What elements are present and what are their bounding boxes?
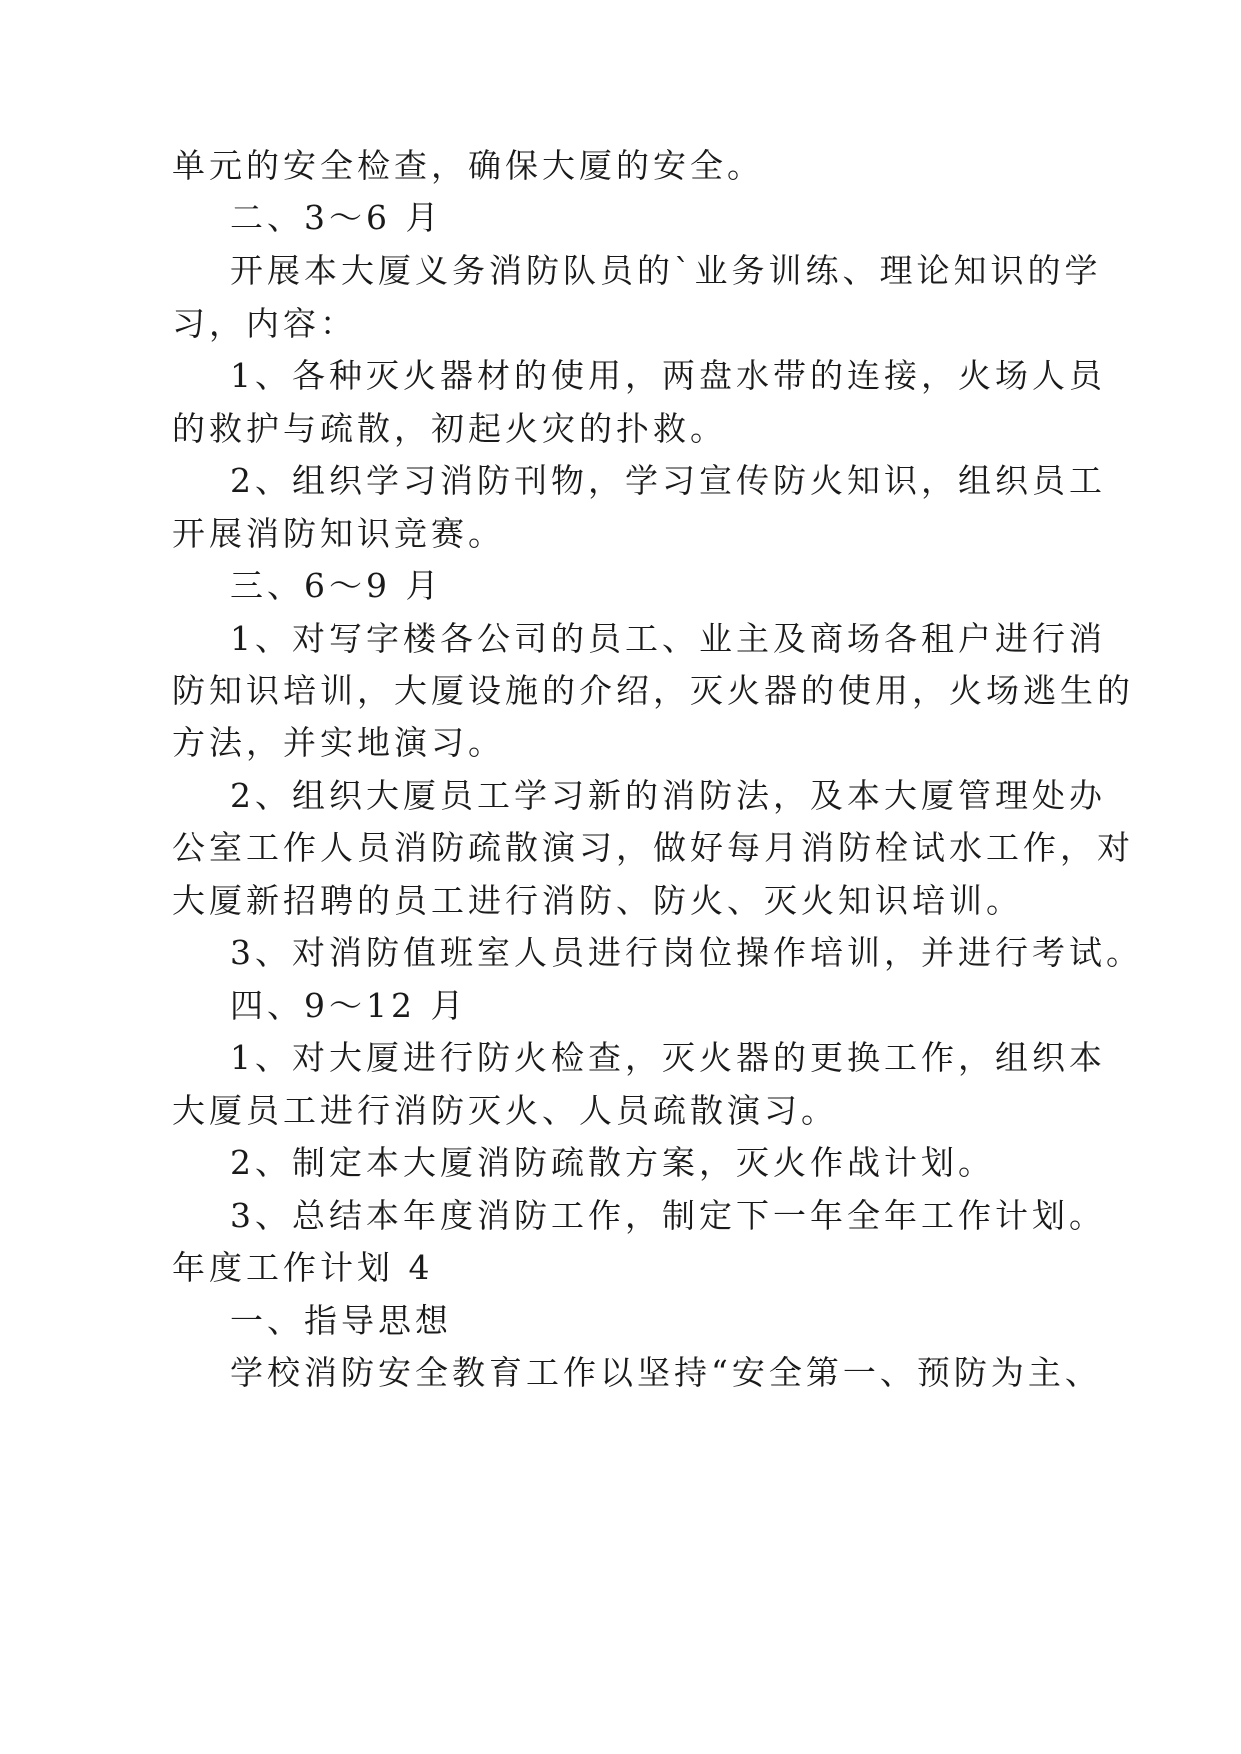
- text-line: 大厦新招聘的员工进行消防、防火、灭火知识培训。: [172, 881, 1023, 920]
- text-line: 开展本大厦义务消防队员的`业务训练、理论知识的学: [230, 251, 1102, 290]
- section-heading: 四、9～12 月: [230, 986, 468, 1025]
- section-heading: 一、指导思想: [230, 1301, 452, 1340]
- text-line: 单元的安全检查，确保大厦的安全。: [172, 146, 764, 185]
- section-heading: 三、6～9 月: [230, 566, 443, 605]
- text-line: 习，内容：: [172, 304, 357, 343]
- text-line: 1、各种灭火器材的使用，两盘水带的连接，火场人员: [230, 356, 1106, 395]
- text-line: 3、总结本年度消防工作，制定下一年全年工作计划。: [230, 1196, 1106, 1235]
- section-heading: 二、3～6 月: [230, 198, 443, 237]
- text-line: 的救护与疏散，初起火灾的扑救。: [172, 409, 727, 448]
- document-heading: 年度工作计划 4: [172, 1248, 434, 1287]
- text-line: 3、对消防值班室人员进行岗位操作培训，并进行考试。: [230, 933, 1143, 972]
- text-line: 开展消防知识竞赛。: [172, 514, 505, 553]
- text-line: 公室工作人员消防疏散演习，做好每月消防栓试水工作，对: [172, 828, 1134, 867]
- text-line: 1、对写字楼各公司的员工、业主及商场各租户进行消: [230, 619, 1106, 658]
- text-line: 2、制定本大厦消防疏散方案，灭火作战计划。: [230, 1143, 995, 1182]
- text-line: 学校消防安全教育工作以坚持“安全第一、预防为主、: [230, 1353, 1102, 1392]
- text-line: 2、组织大厦员工学习新的消防法，及本大厦管理处办: [230, 776, 1106, 815]
- text-line: 2、组织学习消防刊物，学习宣传防火知识，组织员工: [230, 461, 1106, 500]
- text-line: 大厦员工进行消防灭火、人员疏散演习。: [172, 1091, 838, 1130]
- text-line: 1、对大厦进行防火检查，灭火器的更换工作，组织本: [230, 1038, 1106, 1077]
- text-line: 方法，并实地演习。: [172, 723, 505, 762]
- text-line: 防知识培训，大厦设施的介绍，灭火器的使用，火场逃生的: [172, 671, 1134, 710]
